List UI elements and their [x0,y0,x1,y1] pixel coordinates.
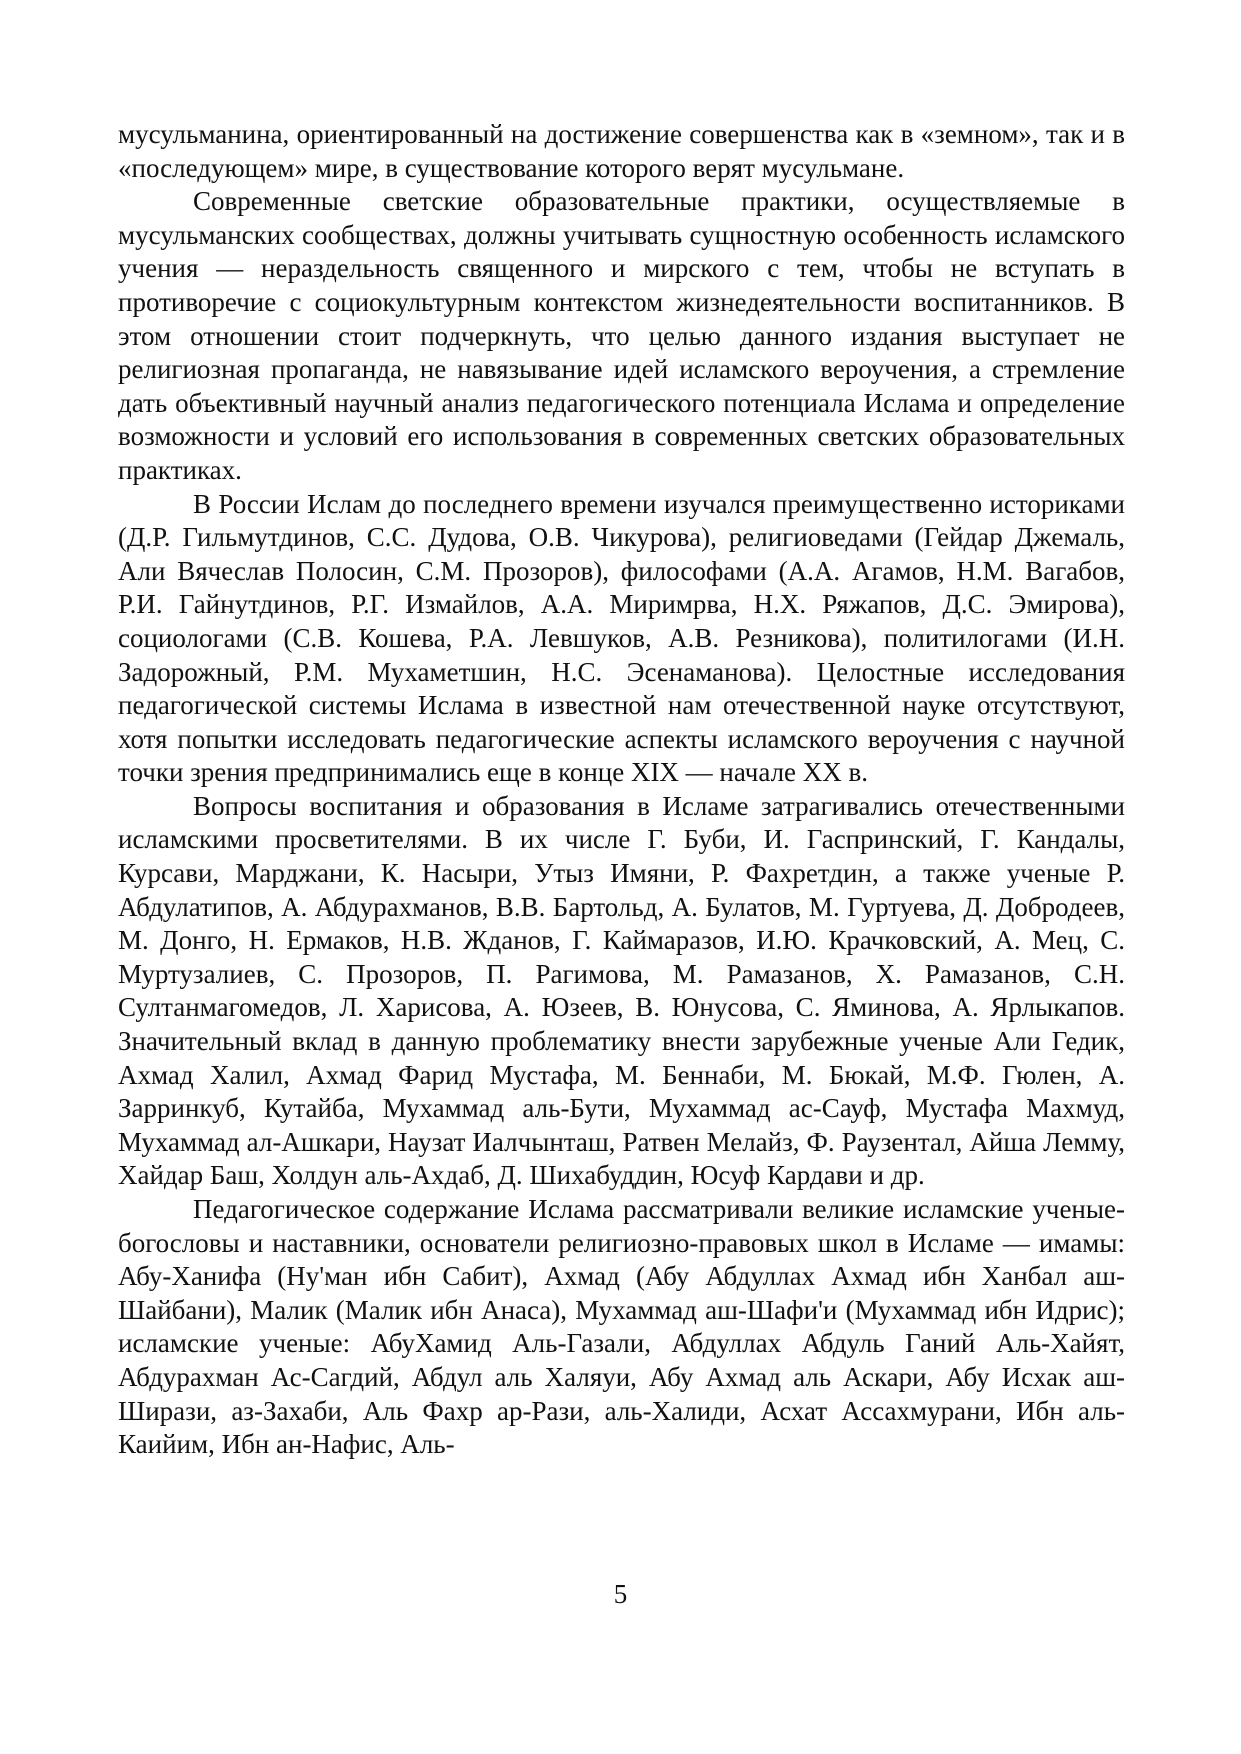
document-page [118,118,1125,1462]
paragraph-educators: Вопросы воспитания и образования в Исламе затрагивались отечественными исламскими просветителями. В их числе Г. Буби, И. Гаспринский, Г. Кандалы, Курсави, Марджани, К. Насыри, Утыз Имяни, Р. Фахретдин, а также ученые Р. Абдулатипов, А. Абдурахманов, В.В. Бартольд, А. Булатов, М. Гуртуева, Д. Добродеев, М. Донго, Н. Ермаков, Н.В. Жданов, Г. Каймаразов, И.Ю. Крачковский, А. Мец, С. Муртузалиев, С. Прозоров, П. Рагимова, М. Рамазанов, Х. Рамазанов, С.Н. Султанмагомедов, Л. Харисова, А. Юзеев, В. Юнусова, С. Яминова, А. Ярлыкапов. Значительный вклад в данную проблематику внести зарубежные ученые Али Гедик, Ахмад Халил, Ахмад Фарид Мустафа, М. Беннаби, М. Бюкай, М.Ф. Гюлен, А. Зарринкуб, Кутайба, Мухаммад аль-Бути, Мухаммад ас-Сауф, Мустафа Махмуд, Мухаммад ал-Ашкари, Наузат Иалчынташ, Ратвен Мелайз, Ф. Раузентал, Айша Лемму, Хайдар Баш, Холдун аль-Ахдаб, Д. Шихабуддин, Юсуф Кардави и др. [118,790,1125,1191]
paragraph-russian-research: В России Ислам до последнего времени изучался преимущественно историками (Д.Р. Гильмутдинов, С.С. Дудова, О.В. Чикурова), религиоведами (Гейдар Джемаль, Али Вячеслав Полосин, С.М. Прозоров), философами (А.А. Агамов, Н.М. Вагабов, Р.И. Гайнутдинов, Р.Г. Измайлов, А.А. Миримрва, Н.Х. Ряжапов, Д.С. Эмирова), социологами (С.В. Кошева, Р.А. Левшуков, А.В. Резникова), политилогами (И.Н. Задорожный, Р.М. Мухаметшин, Н.С. Эсенаманова). Целостные исследования педагогической системы Ислама в известной нам отечественной науке отсутствуют, хотя попытки исследовать педагогические аспекты исламского вероучения с научной точки зрения предпринимались еще в конце XIX — начале XX в. [118,488,1125,788]
paragraph-continuation: мусульманина, ориентированный на достижение совершенства как в «земном», так и в «последующем» мире, в существование которого верят мусульмане. [118,119,1125,183]
paragraph-theologians: Педагогическое содержание Ислама рассматривали великие исламские ученые-богословы и наставники, основатели религиозно-правовых школ в Исламе — имамы: Абу-Ханифа (Ну'ман ибн Сабит), Ахмад (Абу Абдуллах Ахмад ибн Ханбал аш-Шайбани), Малик (Малик ибн Анаса), Мухаммад аш-Шафи'и (Мухаммад ибн Идрис); исламские ученые: АбуХамид Аль-Газали, Абдуллах Абдуль Ганий Аль-Хайят, Абдурахман Ас-Сагдий, Абдул аль Халяуи, Абу Ахмад аль Аскари, Абу Исхак аш-Ширази, аз-Захаби, Аль Фахр ар-Рази, аль-Халиди, Асхат Ассахмурани, Ибн аль-Каийим, Ибн ан-Нафис, Аль- [118,1194,1125,1460]
paragraph-secular-practices: Современные светские образовательные практики, осуществляемые в мусульманских сообществах, должны учитывать сущностную особенность исламского учения — нераздельность священного и мирского с тем, чтобы не вступать в противоречие с социокультурным контекстом жизнедеятельности воспитанников. В этом отношении стоит подчеркнуть, что целью данного издания выступает не религиозная пропаганда, не навязывание идей исламского вероучения, а стремление дать объективный научный анализ педагогического потенциала Ислама и определение возможности и условий его использования в современных светских образовательных практиках. [118,186,1125,485]
page-number: 5 [613,1579,628,1609]
